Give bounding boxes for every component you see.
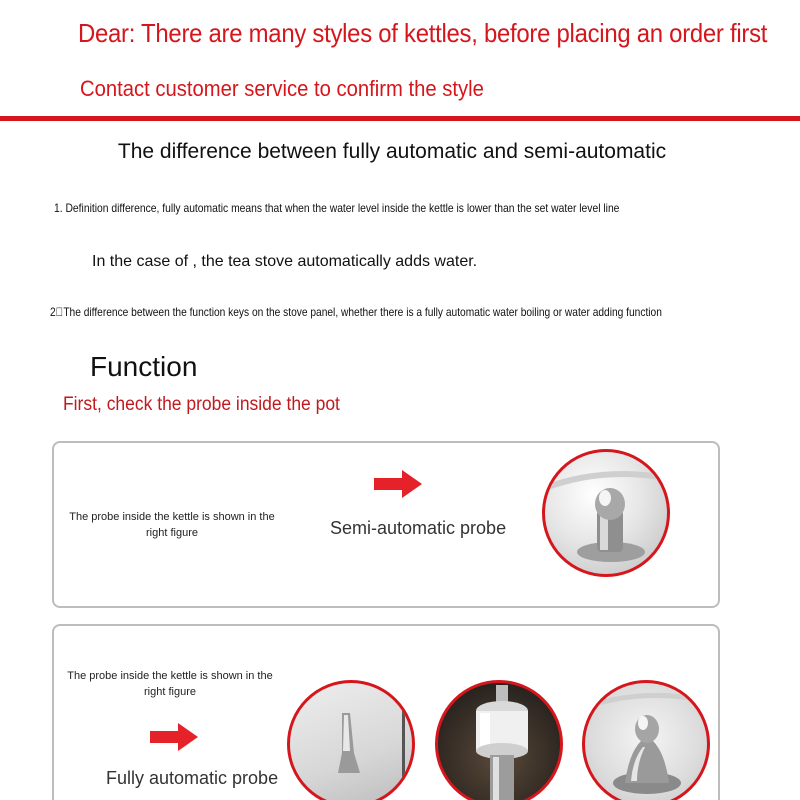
full-probe-photo-3 xyxy=(582,680,710,800)
fully-automatic-probe-label: Fully automatic probe xyxy=(106,768,279,788)
full-probe-photo-1 xyxy=(287,680,415,800)
semi-automatic-panel xyxy=(52,441,720,608)
right-arrow-icon xyxy=(372,468,424,500)
definition-line-3: 2 The difference between the function keys on the stove panel, whether there is a fully automatic water boiling or water adding function xyxy=(50,305,662,319)
red-divider xyxy=(0,116,800,121)
semi-automatic-probe-label: Semi-automatic probe xyxy=(330,518,507,538)
right-arrow-icon xyxy=(148,721,200,753)
notice-line-2: Contact customer service to confirm the style xyxy=(80,76,484,101)
full-probe-photo-2 xyxy=(435,680,563,800)
probe-note: The probe inside the kettle is shown in the right figure xyxy=(69,511,275,539)
semi-probe-photo xyxy=(542,449,670,577)
function-title: Function xyxy=(90,351,198,382)
notice-line-1: Dear: There are many styles of kettles, before placing an order first xyxy=(78,18,768,48)
fully-automatic-panel xyxy=(52,624,720,800)
definition-line-2: In the case of , the tea stove automatically adds water. xyxy=(92,253,478,270)
probe-note: The probe inside the kettle is shown in the right figure xyxy=(67,670,273,698)
definition-line-1: 1. Definition difference, fully automatic means that when the water level inside the kettle is lower than the set water level line xyxy=(54,201,620,215)
function-subtitle: First, check the probe inside the pot xyxy=(63,394,340,415)
section-heading: The difference between fully automatic and semi-automatic xyxy=(117,140,667,163)
